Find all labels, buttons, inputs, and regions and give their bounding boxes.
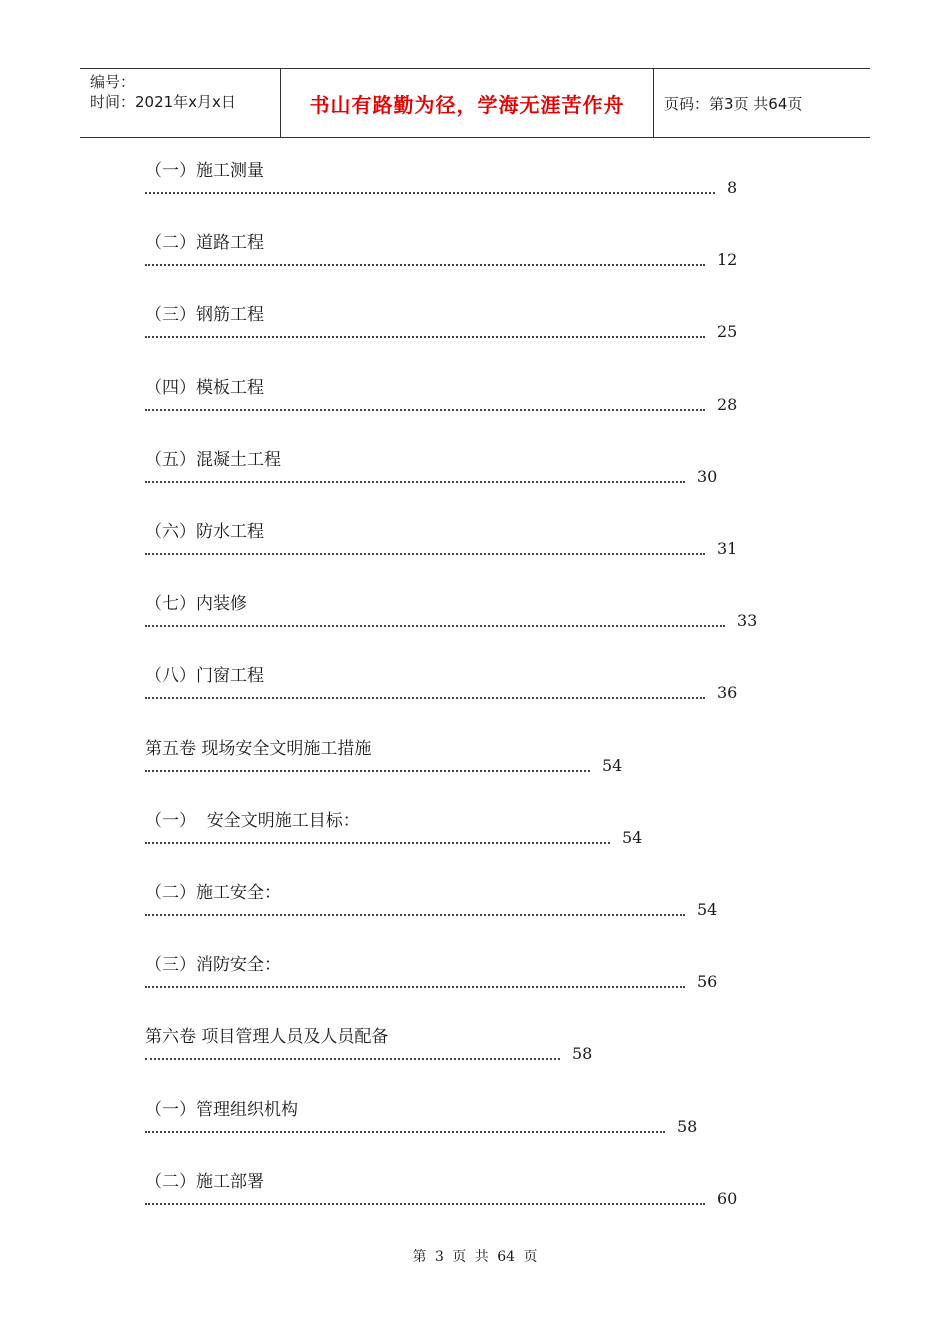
toc-entry-page-number: 28 — [717, 394, 738, 414]
toc-entry-title: （六）防水工程 — [145, 522, 264, 542]
dot-leader — [145, 1199, 705, 1205]
page-info: 页码：第3页 共64页 — [664, 94, 803, 113]
toc-entry[interactable] — [145, 449, 765, 495]
toc-entry[interactable] — [145, 160, 765, 206]
toc-entry-title: 第五卷 现场安全文明施工措施 — [145, 738, 372, 759]
toc-entry[interactable] — [145, 810, 765, 856]
toc-entry-leader-line — [145, 466, 765, 495]
dot-leader — [145, 910, 685, 916]
toc-entry-page-number: 8 — [727, 178, 738, 197]
toc-entry-title: （一）施工测量 — [145, 161, 264, 181]
toc-entry-leader-line — [145, 683, 765, 711]
toc-entry[interactable] — [145, 1026, 765, 1072]
toc-entry-page-number: 12 — [717, 250, 738, 270]
toc-entry-leader-line — [145, 178, 765, 206]
toc-entry[interactable] — [145, 954, 765, 1000]
toc-entry[interactable] — [145, 593, 765, 639]
toc-entry-page-number: 60 — [717, 1188, 738, 1208]
number-label: 编号： — [90, 73, 136, 91]
toc-entry-page-number: 58 — [572, 1044, 593, 1064]
toc-entry-title: （二）道路工程 — [145, 233, 264, 254]
toc-entry-title: （三）钢筋工程 — [145, 305, 264, 326]
toc-entry[interactable] — [145, 738, 765, 784]
toc-entry-title: （二）施工部署 — [145, 1171, 264, 1192]
toc-entry-page-number: 58 — [677, 1116, 698, 1136]
dot-leader — [145, 549, 705, 555]
toc-entry-leader-line — [145, 827, 765, 856]
toc-entry-page-number: 54 — [697, 900, 718, 919]
dot-leader — [145, 621, 725, 627]
toc-entry-page-number: 36 — [717, 683, 738, 703]
toc-entry-title: （五）混凝土工程 — [145, 449, 281, 470]
toc-entry-title: （一） 安全文明施工目标： — [145, 810, 360, 831]
dot-leader — [145, 1054, 560, 1060]
dot-leader — [145, 693, 705, 699]
dot-leader — [145, 766, 590, 772]
toc-entry-leader-line — [145, 1044, 765, 1072]
toc-entry-page-number: 31 — [717, 539, 738, 558]
toc-entry-leader-line — [145, 1188, 765, 1217]
toc-entry-page-number: 56 — [697, 972, 718, 992]
dot-leader — [145, 188, 715, 194]
toc-entry-leader-line — [145, 394, 765, 423]
toc-entry-page-number: 33 — [737, 611, 758, 631]
dot-leader — [145, 477, 685, 483]
toc-entry[interactable] — [145, 232, 765, 278]
motto: 书山有路勤为径，学海无涯苦作舟 — [309, 92, 625, 117]
header-meta — [80, 69, 281, 137]
dot-leader — [145, 405, 705, 411]
page-header — [80, 68, 870, 138]
toc-entry-leader-line — [145, 250, 765, 278]
time-label: 时间：2021年x月x日 — [90, 93, 236, 111]
toc-entry-leader-line — [145, 755, 765, 784]
toc-entry-leader-line — [145, 539, 765, 567]
dot-leader — [145, 332, 705, 338]
toc-entry-title: （七）内装修 — [145, 594, 247, 615]
toc-entry-title: （二）施工安全： — [145, 883, 281, 903]
toc-entry[interactable] — [145, 521, 765, 567]
toc-entry-leader-line — [145, 322, 765, 350]
page-footer: 第 3 页 共 64 页 — [412, 1249, 538, 1265]
toc-entry[interactable] — [145, 665, 765, 711]
toc-entry-leader-line — [145, 900, 765, 928]
toc-entry-leader-line — [145, 1116, 765, 1145]
dot-leader — [145, 838, 610, 844]
dot-leader — [145, 982, 685, 988]
toc-entry-title: （四）模板工程 — [145, 377, 264, 398]
toc-entry-page-number: 54 — [622, 827, 643, 847]
toc-entry[interactable] — [145, 377, 765, 423]
toc-entry-leader-line — [145, 972, 765, 1000]
toc-entry[interactable] — [145, 1099, 765, 1145]
toc-entry-title: （一）管理组织机构 — [145, 1099, 298, 1120]
toc-entry-title: 第六卷 项目管理人员及人员配备 — [145, 1027, 389, 1048]
header-motto-cell — [281, 69, 654, 137]
dot-leader — [145, 260, 705, 266]
toc-entry[interactable] — [145, 882, 765, 928]
toc-entry-page-number: 25 — [717, 322, 738, 342]
toc-entry-page-number: 54 — [602, 755, 623, 775]
toc-entry-title: （八）门窗工程 — [145, 666, 264, 687]
toc-entry-leader-line — [145, 611, 765, 639]
toc-entry[interactable] — [145, 304, 765, 350]
toc-entry-page-number: 30 — [697, 466, 718, 486]
dot-leader — [145, 1127, 665, 1133]
toc-entry[interactable] — [145, 1171, 765, 1217]
header-page-info-cell — [654, 69, 870, 137]
toc-entry-title: （三）消防安全： — [145, 955, 281, 976]
